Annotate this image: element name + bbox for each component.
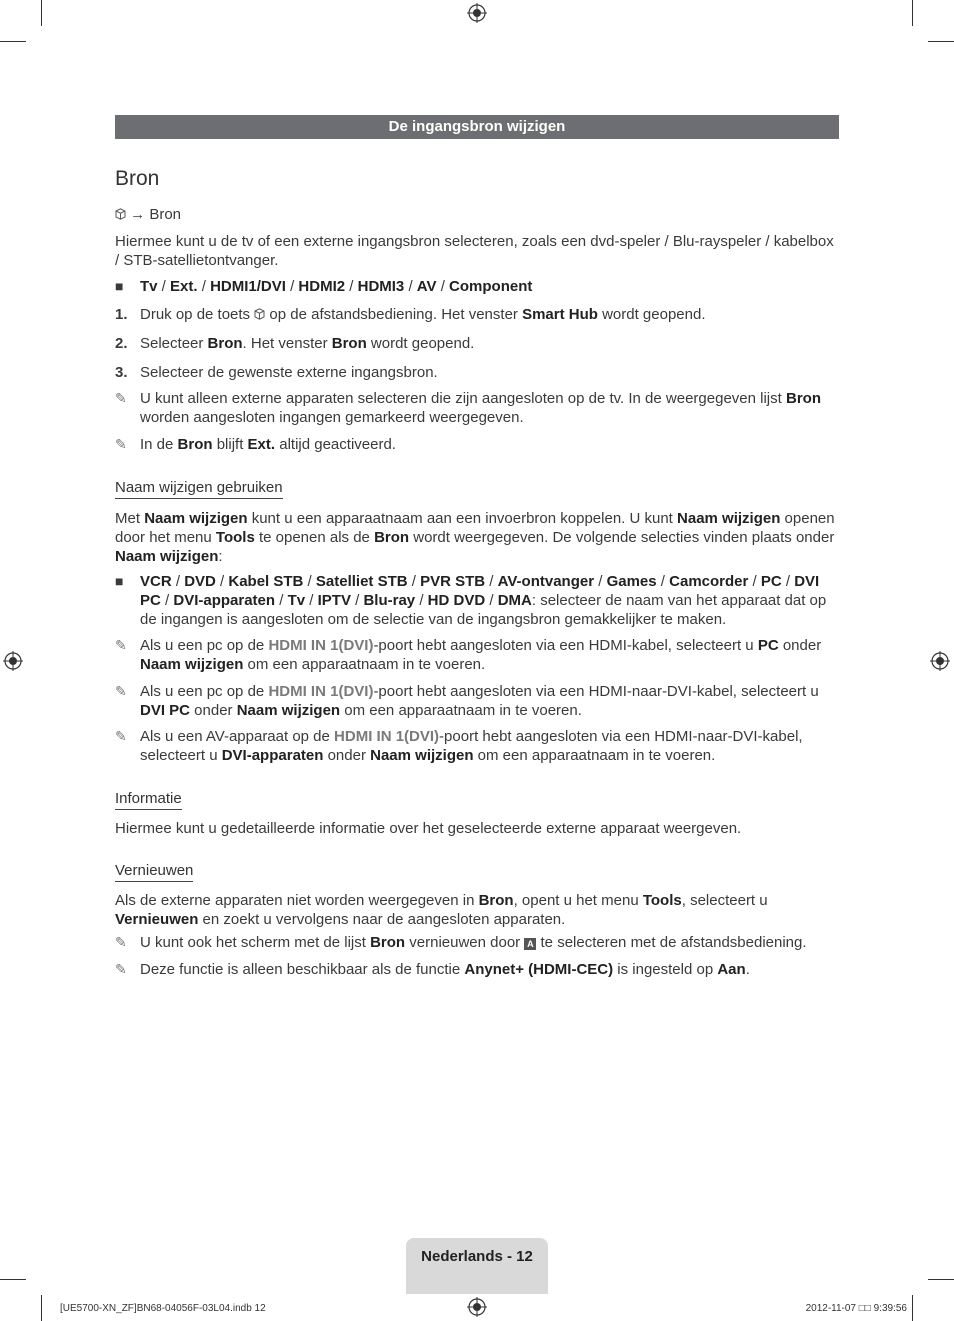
note-icon: ✎: [115, 390, 127, 406]
separator: /: [748, 573, 761, 590]
rename-note-3: ✎ Als u een AV-apparaat op de HDMI IN 1(DVI)-poort hebt aangesloten via een HDMI-naar-DVI-kabel, selecteert u DVI-apparaten onder Naam wijzigen om een apparaatnaam in te voeren.: [115, 728, 803, 764]
option-label: Satelliet STB: [315, 573, 408, 590]
refresh-note-1: ✎ U kunt ook het scherm met de lijst Bron vernieuwen door A te selecteren met de afstandsbediening.: [115, 934, 807, 951]
info-text: Hiermee kunt u gedetailleerde informatie over het geselecteerde externe apparaat weergeven.: [115, 820, 742, 837]
rename-list-text: [140, 572, 839, 629]
source-key-icon: [115, 208, 126, 220]
separator: /: [275, 592, 288, 609]
note-icon: ✎: [115, 436, 127, 452]
page-number-tab: Nederlands - 12: [406, 1238, 548, 1294]
separator: /: [303, 573, 316, 590]
option-label: Camcorder: [669, 573, 749, 590]
note-icon: ✎: [115, 961, 127, 977]
crop-mark: [912, 1295, 913, 1321]
menu-path-target: Bron: [149, 206, 182, 223]
option-label: AV-ontvanger: [497, 573, 595, 590]
crop-mark: [912, 0, 913, 26]
registration-mark-icon: [3, 651, 23, 671]
subheading-rename: Naam wijzigen gebruiken: [115, 478, 283, 499]
option-label: DMA: [497, 592, 532, 609]
separator: : selecteer de naam van het apparaat dat op de ingangen is aangesloten om de selectie van de ingangsbron gemakkelijker te maken.: [140, 592, 827, 628]
crop-mark: [41, 1295, 42, 1321]
separator: /: [656, 573, 670, 590]
bullet-icon: ■: [115, 278, 124, 294]
separator: /: [157, 278, 171, 295]
separator: /: [781, 573, 795, 590]
crop-mark: [0, 1279, 26, 1280]
subheading-refresh: Vernieuwen: [115, 861, 193, 882]
separator: /: [436, 278, 450, 295]
refresh-note-2: ✎ Deze functie is alleen beschikbaar als de functie Anynet+ (HDMI-CEC) is ingesteld op Aan.: [115, 961, 750, 978]
rename-note-2: ✎ Als u een pc op de HDMI IN 1(DVI)-poort hebt aangesloten via een HDMI-naar-DVI-kabel, selecteert u DVI PC onder Naam wijzigen om een apparaatnaam in te voeren.: [115, 683, 819, 719]
separator: /: [404, 278, 417, 295]
option-label: DVD: [184, 573, 216, 590]
step-2: 2. Selecteer Bron. Het venster Bron wordt geopend.: [115, 335, 475, 352]
footer-date: 2012-11-07 □□ 9:39:56: [805, 1303, 907, 1314]
menu-path: → Bron: [115, 205, 839, 224]
source-key-icon: [254, 308, 265, 320]
note-icon: ✎: [115, 683, 127, 699]
separator: /: [415, 592, 428, 609]
rename-note-1: ✎ Als u een pc op de HDMI IN 1(DVI)-poort hebt aangesloten via een HDMI-kabel, selecteert u PC onder Naam wijzigen om een apparaatnaam in te voeren.: [115, 637, 822, 673]
crop-mark: [928, 1279, 954, 1280]
separator: /: [197, 278, 211, 295]
footer-file: [UE5700-XN_ZF]BN68-04056F-03L04.indb 12: [60, 1303, 266, 1314]
separator: /: [171, 573, 185, 590]
option-label: Ext.: [170, 278, 198, 295]
note-icon: ✎: [115, 637, 127, 653]
rename-list: [115, 572, 839, 629]
crop-mark: [0, 41, 26, 42]
page-title: Bron: [115, 167, 160, 190]
note-icon: ✎: [115, 934, 127, 950]
bullet-icon: ■: [115, 573, 124, 589]
note-2: ✎ In de Bron blijft Ext. altijd geactiveerd.: [115, 436, 396, 453]
source-list: [115, 277, 839, 296]
option-label: IPTV: [317, 592, 351, 609]
option-label: Tv: [140, 278, 158, 295]
section-header-bar: De ingangsbron wijzigen: [115, 115, 839, 139]
option-label: Blu-ray: [363, 592, 416, 609]
option-label: HDMI3: [357, 278, 405, 295]
option-label: PVR STB: [420, 573, 486, 590]
registration-mark-icon: [467, 1297, 487, 1317]
crop-mark: [928, 41, 954, 42]
a-key-icon: A: [524, 938, 536, 950]
option-label: HDMI2: [298, 278, 346, 295]
separator: /: [305, 592, 318, 609]
option-label: AV: [416, 278, 437, 295]
separator: /: [350, 592, 364, 609]
rename-paragraph: Met Naam wijzigen kunt u een apparaatnaam aan een invoerbron koppelen. U kunt Naam wijzigen openen door het menu Tools te openen als de Bron wordt weergegeven. De volgende selecties vinden plaats onder Naam wijzigen:: [115, 510, 835, 565]
source-list-text: [140, 277, 839, 296]
step-3: 3. Selecteer de gewenste externe ingangsbron.: [115, 364, 438, 381]
option-label: PC: [760, 573, 782, 590]
separator: /: [285, 278, 299, 295]
option-label: DVI-apparaten: [173, 592, 276, 609]
option-label: VCR: [140, 573, 172, 590]
separator: /: [345, 278, 358, 295]
note-icon: ✎: [115, 728, 127, 744]
refresh-paragraph: Als de externe apparaten niet worden weergegeven in Bron, opent u het menu Tools, selecteert u Vernieuwen en zoekt u vervolgens naar de aangesloten apparaten.: [115, 892, 768, 928]
option-label: Games: [606, 573, 657, 590]
option-label: Component: [449, 278, 533, 295]
option-label: DVI PC: [140, 573, 820, 609]
subheading-info: Informatie: [115, 789, 182, 810]
registration-mark-icon: [467, 3, 487, 23]
separator: /: [407, 573, 421, 590]
separator: /: [485, 573, 498, 590]
option-label: HDMI1/DVI: [210, 278, 286, 295]
crop-mark: [41, 0, 42, 26]
option-label: HD DVD: [427, 592, 486, 609]
separator: /: [160, 592, 174, 609]
option-label: Kabel STB: [228, 573, 304, 590]
separator: /: [215, 573, 229, 590]
intro-text: Hiermee kunt u de tv of een externe ingangsbron selecteren, zoals een dvd-speler / Blu-rayspeler / kabelbox / STB-satellietontvanger.: [115, 233, 834, 269]
note-1: ✎ U kunt alleen externe apparaten selecteren die zijn aangesloten op de tv. In de weergegeven lijst Bron worden aangesloten ingangen gemarkeerd weergegeven.: [115, 390, 821, 426]
separator: /: [594, 573, 607, 590]
registration-mark-icon: [930, 651, 950, 671]
option-label: Tv: [287, 592, 306, 609]
separator: /: [485, 592, 498, 609]
step-1: 1. Druk op de toets op de afstandsbediening. Het venster Smart Hub wordt geopend.: [115, 306, 706, 323]
